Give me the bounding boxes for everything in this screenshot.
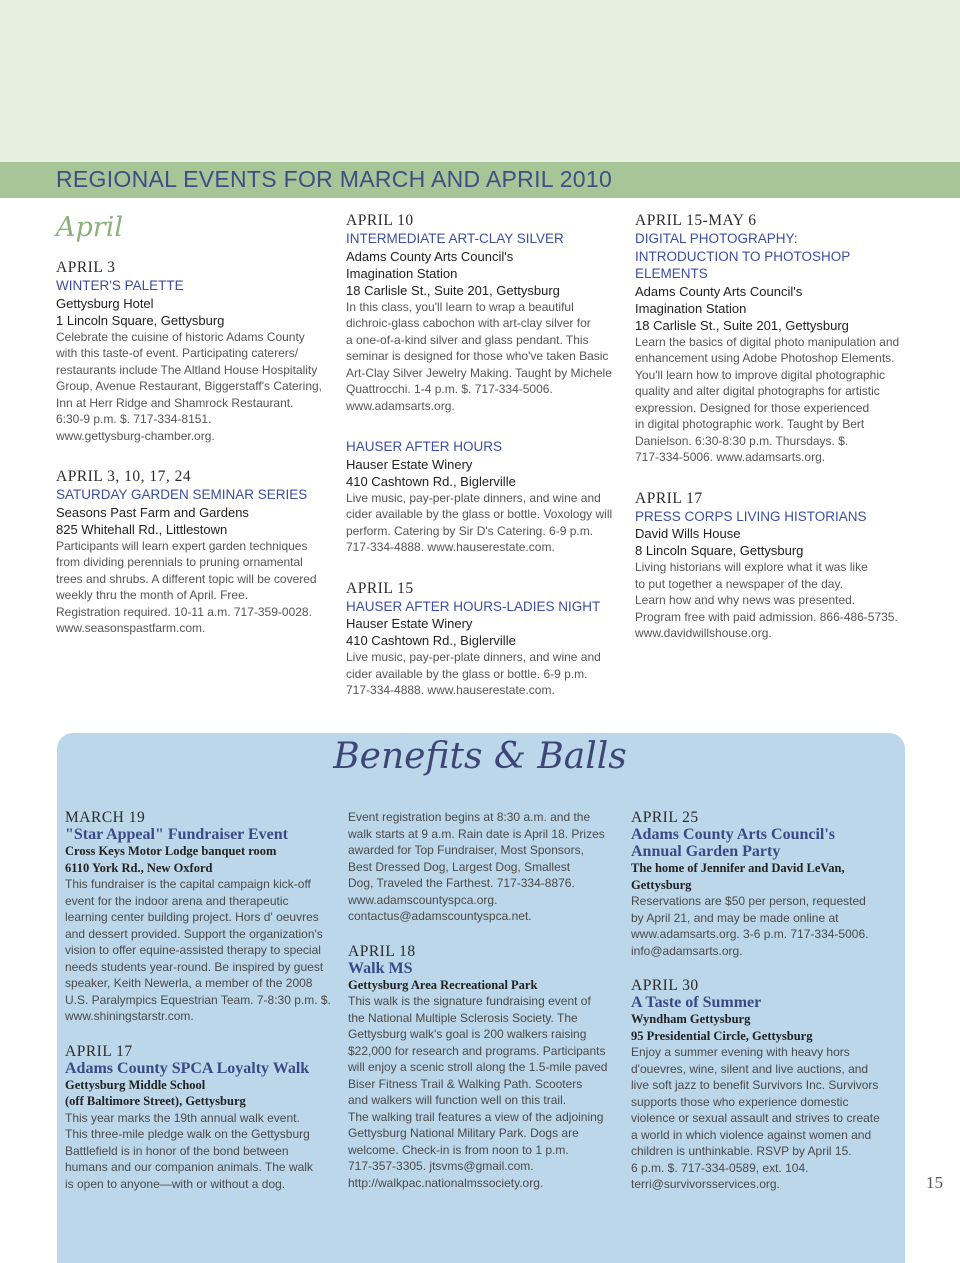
event-date: APRIL 3 <box>56 259 116 276</box>
events-column-1 <box>56 212 336 661</box>
event-description-line: Program free with paid admission. 866-486-5735. <box>635 609 898 624</box>
event-description-line: walk starts at 9 a.m. Rain date is April 18. Prizes <box>348 826 605 841</box>
benefits-column-3 <box>631 809 906 1211</box>
event-location: Seasons Past Farm and Gardens <box>56 504 249 520</box>
event-block <box>631 809 906 959</box>
event-description-line: trees and shrubs. A different topic will be covered <box>56 571 317 586</box>
event-description-line: will enjoy a scenic stroll along the 1.5-mile paved <box>348 1060 608 1074</box>
event-title: INTERMEDIATE ART-CLAY SILVER <box>346 231 564 246</box>
event-title: HAUSER AFTER HOURS-LADIES NIGHT <box>346 598 601 614</box>
event-location: Gettysburg <box>631 877 692 892</box>
event-description-line: the National Multiple Sclerosis Society. The <box>348 1010 578 1025</box>
event-description-line: and dessert provided. Support the organization's <box>65 926 323 941</box>
event-description-line: The walking trail features a view of the adjoining <box>348 1109 604 1124</box>
event-description-line: www.adamsarts.org. 3-6 p.m. 717-334-5006. <box>631 927 869 941</box>
event-location: Gettysburg Hotel <box>56 295 154 311</box>
event-location: Imagination Station <box>635 300 747 316</box>
event-description-line: Gettysburg National Military Park. Dogs are <box>348 1126 579 1140</box>
event-title: Walk MS <box>348 959 413 977</box>
event-description-line: a one-of-a-kind silver and glass pendant. This <box>346 332 589 347</box>
event-description-line: Reservations are $50 per person, requested <box>631 894 866 908</box>
event-block <box>635 212 915 466</box>
event-block <box>56 259 336 444</box>
event-description-line: 6 p.m. $. 717-334-0589, ext. 104. <box>631 1160 809 1175</box>
event-description-line: enhancement using Adobe Photoshop Elements. <box>635 351 895 365</box>
top-color-band <box>0 0 960 162</box>
event-location: 410 Cashtown Rd., Biglerville <box>346 633 516 648</box>
events-column-2 <box>346 212 626 723</box>
event-location: Imagination Station <box>346 265 458 281</box>
event-title: INTRODUCTION TO PHOTOSHOP <box>635 248 851 264</box>
event-description-line: and walkers will function well on this trail. <box>348 1093 567 1107</box>
event-description-line: in digital photographic work. Taught by Bert <box>635 417 865 431</box>
event-description-line: Live music, pay-per-plate dinners, and wine and <box>346 490 601 505</box>
event-location: 18 Carlisle St., Suite 201, Gettysburg <box>346 282 560 298</box>
event-description-line: seminar is designed for those who've taken Basic <box>346 349 609 363</box>
event-location: 18 Carlisle St., Suite 201, Gettysburg <box>635 317 849 333</box>
event-location: The home of Jennifer and David LeVan, <box>631 861 845 875</box>
event-description-line: Art-Clay Silver Jewelry Making. Taught by Michele <box>346 365 612 380</box>
event-description-line: U.S. Paralympics Equestrian Team. 7-8:30 p.m. $. <box>65 992 331 1007</box>
event-description-line: You'll learn how to improve digital photographic <box>635 367 886 382</box>
event-description-line: Learn the basics of digital photo manipulation and <box>635 334 900 349</box>
event-block <box>56 468 336 637</box>
event-date: APRIL 15-MAY 6 <box>635 212 757 229</box>
event-block <box>348 943 623 1192</box>
event-location: David Wills House <box>635 526 741 541</box>
event-date: APRIL 3, 10, 17, 24 <box>56 468 192 485</box>
event-description-line: quality and alter digital photographs for artistic <box>635 384 880 398</box>
event-date: APRIL 15 <box>346 579 414 597</box>
event-block <box>346 580 626 699</box>
event-description-line: Registration required. 10-11 a.m. 717-359-0028. <box>56 604 312 619</box>
event-description-line: dichroic-glass cabochon with art-clay silver for <box>346 316 591 330</box>
event-description-line: 717-334-4888. www.hauserestate.com. <box>346 540 555 554</box>
event-description-line: Dog, Traveled the Farthest. 717-334-8876. <box>348 876 575 890</box>
event-description-line: www.adamscountyspca.org. <box>348 892 498 907</box>
event-block <box>346 212 626 414</box>
event-description-line: welcome. Check-in is from noon to 1 p.m. <box>348 1142 569 1157</box>
event-description-line: This three-mile pledge walk on the Gettysburg <box>65 1127 310 1141</box>
event-description-line: www.davidwillshouse.org. <box>635 626 772 640</box>
event-description-line: Best Dressed Dog, Largest Dog, Smallest <box>348 859 571 874</box>
event-description-line: This fundraiser is the capital campaign kick-off <box>65 877 311 891</box>
event-block <box>631 977 906 1193</box>
event-description-line: humans and our companion animals. The walk <box>65 1160 313 1174</box>
event-location: 8 Lincoln Square, Gettysburg <box>635 543 804 558</box>
event-location: Wyndham Gettysburg <box>631 1012 751 1026</box>
event-description-line: from dividing perennials to pruning ornamental <box>56 555 303 569</box>
event-title: Annual Garden Party <box>631 843 781 860</box>
event-description-line: to put together a newspaper of the day. <box>635 576 843 591</box>
event-location: Gettysburg Middle School <box>65 1077 206 1092</box>
event-location: Adams County Arts Council's <box>346 248 514 264</box>
event-location: Hauser Estate Winery <box>346 456 473 472</box>
event-description-line: Group, Avenue Restaurant, Biggerstaff's Catering, <box>56 379 323 393</box>
event-description-line: vision to offer equine-assisted therapy to special <box>65 943 321 957</box>
event-location: Hauser Estate Winery <box>346 616 473 631</box>
event-description-line: Living historians will explore what it was like <box>635 560 868 574</box>
event-date: APRIL 10 <box>346 212 414 229</box>
event-description-line: restaurants include The Altland House Hospitality <box>56 362 318 377</box>
event-title: Adams County Arts Council's <box>631 826 836 843</box>
event-description-line: Biser Fitness Trail & Walking Path. Scooters <box>348 1076 583 1091</box>
event-description-line: Inn at Herr Ridge and Shamrock Restaurant. <box>56 395 294 410</box>
event-description-line: needs students year-round. Be inspired by guest <box>65 959 324 974</box>
event-description-line: www.adamsarts.org. <box>346 398 455 413</box>
event-title: SATURDAY GARDEN SEMINAR SERIES <box>56 487 308 502</box>
benefits-column-1 <box>65 809 340 1210</box>
event-description-line: learning center building project. Hors d' oeuvres <box>65 910 319 924</box>
event-description-line: children is unthinkable. RSVP by April 15. <box>631 1144 852 1158</box>
events-column-3 <box>635 212 915 666</box>
page-number: 15 <box>926 1173 943 1192</box>
event-description-line: www.shiningstarstr.com. <box>65 1009 194 1023</box>
event-description-line: awarded for Top Fundraiser, Most Sponsors, <box>348 843 584 857</box>
event-date: APRIL 17 <box>635 489 703 507</box>
event-date: MARCH 19 <box>65 809 146 826</box>
event-description-line: 6:30-9 p.m. $. 717-334-8151. <box>56 412 212 426</box>
event-description-line: violence or sexual assault and strives to create <box>631 1111 880 1125</box>
event-description-line: Danielson. 6:30-8:30 p.m. Thursdays. $. <box>635 433 849 448</box>
event-location: 6110 York Rd., New Oxford <box>65 860 213 875</box>
benefits-title: Benefits & Balls <box>333 736 627 777</box>
event-description-line: www.seasonspastfarm.com. <box>56 621 206 635</box>
event-title: DIGITAL PHOTOGRAPHY: <box>635 231 798 246</box>
event-block <box>635 490 915 642</box>
event-date: APRIL 17 <box>65 1042 133 1060</box>
section-header: REGIONAL EVENTS FOR MARCH AND APRIL 2010 <box>56 166 613 192</box>
event-block <box>346 438 626 556</box>
event-description-line: weekly thru the month of April. Free. <box>56 588 249 602</box>
event-description-line: is open to anyone—with or without a dog. <box>65 1176 286 1191</box>
event-description-line: event for the indoor arena and therapeutic <box>65 893 289 908</box>
event-description-line: Participants will learn expert garden techniques <box>56 538 308 553</box>
event-description-line: 717-334-4888. www.hauserestate.com. <box>346 683 555 697</box>
event-location: 1 Lincoln Square, Gettysburg <box>56 312 225 328</box>
event-description-line: Learn how and why news was presented. <box>635 593 856 607</box>
event-location: 410 Cashtown Rd., Biglerville <box>346 473 516 489</box>
event-description-line: 717-357-3305. jtsvms@gmail.com. <box>348 1159 534 1173</box>
event-description-line: speaker, Keith Newerla, a member of the 2008 <box>65 976 313 990</box>
event-block <box>65 1043 340 1193</box>
event-location: Cross Keys Motor Lodge banquet room <box>65 844 277 858</box>
event-location: 825 Whitehall Rd., Littlestown <box>56 521 228 537</box>
event-description-line: Quattrocchi. 1-4 p.m. $. 717-334-5006. <box>346 382 553 396</box>
event-description-line: Gettysburg walk's goal is 200 walkers raising <box>348 1027 587 1041</box>
event-location: 95 Presidential Circle, Gettysburg <box>631 1028 813 1043</box>
event-description-line: d'ouevres, wine, silent and live auctions, and <box>631 1061 869 1076</box>
event-block <box>65 809 340 1025</box>
event-date: APRIL 18 <box>348 942 416 960</box>
event-description-line: a world in which violence against women and <box>631 1127 872 1142</box>
event-title: "Star Appeal" Fundraiser Event <box>65 826 288 843</box>
event-title: WINTER'S PALETTE <box>56 278 184 293</box>
event-description-line: In this class, you'll learn to wrap a beautiful <box>346 299 574 314</box>
event-description-line: Celebrate the cuisine of historic Adams County <box>56 329 305 344</box>
event-description-line: Enjoy a summer evening with heavy hors <box>631 1045 850 1059</box>
event-block <box>348 809 623 925</box>
event-title: PRESS CORPS LIVING HISTORIANS <box>635 508 867 524</box>
event-description-line: cider available by the glass or bottle. Voxology will <box>346 507 613 521</box>
event-location: Gettysburg Area Recreational Park <box>348 977 538 992</box>
event-description-line: http://walkpac.nationalmssociety.org. <box>348 1175 544 1190</box>
event-description-line: Battlefield is in honor of the bond between <box>65 1143 289 1158</box>
event-description-line: expression. Designed for those experienced <box>635 400 870 415</box>
event-title: Adams County SPCA Loyalty Walk <box>65 1059 310 1077</box>
event-description-line: info@adamsarts.org. <box>631 943 743 958</box>
event-description-line: with this taste-of event. Participating caterers/ <box>56 346 299 360</box>
benefits-column-2 <box>348 809 623 1209</box>
event-description-line: terri@survivorsservices.org. <box>631 1177 780 1191</box>
month-heading: April <box>56 212 123 243</box>
event-description-line: 717-334-5006. www.adamsarts.org. <box>635 450 826 464</box>
event-title: A Taste of Summer <box>631 994 762 1011</box>
event-description-line: $22,000 for research and programs. Participants <box>348 1043 606 1058</box>
event-description-line: www.gettysburg-chamber.org. <box>56 428 215 443</box>
event-description-line: Live music, pay-per-plate dinners, and wine and <box>346 650 601 664</box>
event-title: HAUSER AFTER HOURS <box>346 439 503 454</box>
event-title: ELEMENTS <box>635 266 708 281</box>
event-description-line: contactus@adamscountyspca.net. <box>348 909 532 923</box>
event-description-line: This walk is the signature fundraising event of <box>348 994 591 1008</box>
event-description-line: cider available by the glass or bottle. 6-9 p.m. <box>346 666 588 681</box>
event-description-line: live soft jazz to benefit Survivors Inc. Survivors <box>631 1078 879 1092</box>
event-location: (off Baltimore Street), Gettysburg <box>65 1094 246 1108</box>
event-date: APRIL 25 <box>631 809 699 826</box>
event-description-line: by April 21, and may be made online at <box>631 910 839 925</box>
event-description-line: Event registration begins at 8:30 a.m. and the <box>348 810 591 824</box>
event-description-line: supports those who experience domestic <box>631 1094 849 1109</box>
event-location: Adams County Arts Council's <box>635 283 803 299</box>
event-description-line: perform. Catering by Sir D's Catering. 6-9 p.m. <box>346 523 594 538</box>
event-description-line: This year marks the 19th annual walk event. <box>65 1110 300 1125</box>
event-date: APRIL 30 <box>631 977 699 994</box>
